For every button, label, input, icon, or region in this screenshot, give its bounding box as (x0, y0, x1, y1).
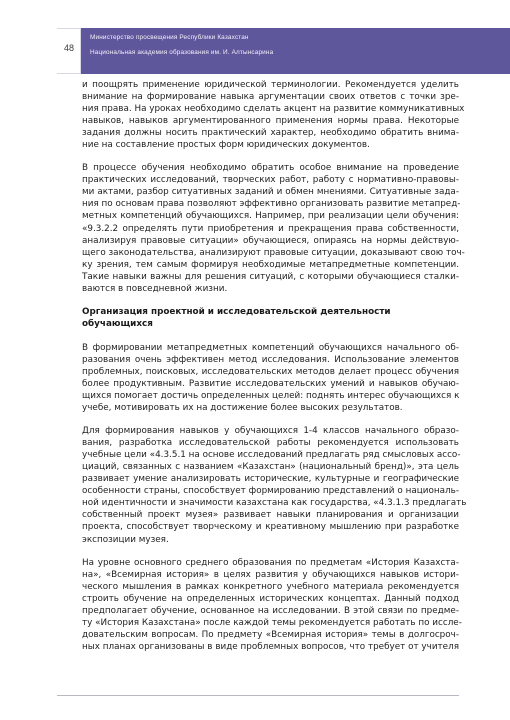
paragraph-line: вания, разработка исследовательской работы рекомендуется использовать (82, 438, 459, 449)
paragraph (82, 557, 462, 653)
paragraph-line: ваются в повседневной жизни. (82, 283, 228, 294)
paragraph-line: На уровне основного среднего образования по предметам «История Казахста- (82, 557, 459, 568)
paragraph-line: В процессе обучения необходимо обратить особое внимание на проведение (82, 163, 459, 174)
paragraph-line: довательским вопросам. По предмету «Всемирная история» темы в долгосроч- (82, 629, 459, 640)
paragraph-line: особенности страны, способствует формированию представлений о националь- (82, 486, 459, 497)
paragraph-line: ния права. На уроках необходимо сделать акцент на развитие коммуникативных (82, 104, 465, 115)
footer-rule (57, 695, 459, 696)
paragraph-line: ту «История Казахстана» после каждой темы рекомендуется работать по иссле- (82, 617, 462, 628)
paragraph-line: практических исследований, творческих работ, работу с нормативно-правовы- (82, 175, 459, 186)
paragraph-line: ных планах организованы в виде проблемных вопросов, что требует от учителя (82, 641, 459, 652)
paragraph-line: щего законодательства, анализируют правовые ситуации, доказывают свою точ- (82, 247, 465, 258)
paragraph-line: ми актами, разбор ситуативных заданий и обмен мнениями. Ситуативные зада- (82, 187, 459, 198)
paragraph (82, 162, 465, 295)
paragraph-line: разования очень эффективен метод исследования. Использование элементов (82, 354, 459, 365)
paragraph-line: анализируя правовые ситуации» обучающиеся, опираясь на нормы действую- (82, 235, 459, 246)
paragraph-line: метных компетенций обучающихся. Например, при реализации цели обучения: (82, 211, 459, 222)
paragraph-line: строить обучение на определенных исторических концептах. Данный подход (82, 593, 459, 604)
section-heading: Организация проектной и исследовательской деятельности обучающихся (82, 306, 391, 329)
paragraph (82, 425, 467, 545)
paragraph-line: более продуктивным. Развитие исследовательских умений и навыков обучаю- (82, 378, 459, 389)
paragraph (82, 342, 459, 414)
paragraph-line: собственный проект музея» развивает навыки планирования и организации (82, 510, 459, 521)
paragraph-line: предполагает обучение, основанное на исследовании. В этой связи по предме- (82, 605, 459, 616)
paragraph-line: проблемных, поисковых, исследовательских методов делает процесс обучения (82, 366, 459, 377)
paragraph-line: ку зрения, тем самым формируя необходимые метапредметные компетенции. (82, 259, 459, 270)
paragraph-line: развивает умение анализировать исторические, культурные и географические (82, 474, 459, 485)
paragraph-line: учебе, мотивировать их на достижение более высоких результатов. (82, 403, 403, 414)
document-body (82, 79, 467, 664)
paragraph-line: навыков, навыков аргументированного применения нормы права. Некоторые (82, 116, 459, 127)
paragraph-line: щихся помогает достичь определенных целей: поднять интерес обучающихся к (82, 390, 460, 401)
header-academy-line: Национальная академия образования им. И. Алтынсарина (90, 49, 274, 56)
paragraph-line: экспозиции музея. (82, 534, 169, 545)
paragraph (82, 79, 465, 151)
paragraph-line: ной идентичности и значимости казахстана как государства, «4.3.1.3 предлагать (82, 498, 467, 509)
header-ministry-line: Министерство просвещения Республики Казахстан (90, 34, 249, 41)
paragraph-line: ния по основам права позволяют эффективно организовать развитие метапред- (82, 199, 461, 210)
paragraph-line: на», «Всемирная история» в целях развития у обучающихся навыков истори- (82, 569, 459, 580)
paragraph-line: ческого мышления в рамках конкретного учебного материала рекомендуется (82, 581, 459, 592)
paragraph-line: ние на составление простых форм юридических документов. (82, 140, 370, 151)
page-number: 48 (63, 43, 74, 53)
paragraph-line: Для формирования навыков у обучающихся 1-4 классов начального образо- (82, 426, 459, 437)
paragraph-line: проекта, способствует творческому и креативному мышлению при разработке (82, 522, 459, 533)
paragraph-line: В формировании метапредметных компетенций обучающихся начального об- (82, 342, 459, 353)
paragraph-line: задания должны носить практический характер, необходимо обратить внима- (82, 128, 459, 139)
paragraph-line: «9.3.2.2 определять пути приобретения и прекращения права собственности, (82, 223, 459, 234)
paragraph-line: внимание на формирование навыка аргументации своих ответов с точки зре- (82, 92, 459, 103)
paragraph-line: учебные цели «4.3.5.1 на основе исследований предлагать ряд смысловых ассо- (82, 450, 461, 461)
paragraph-line: и поощрять применение юридической терминологии. Рекомендуется уделить (82, 80, 459, 90)
paragraph-line: Такие навыки важны для решения ситуаций, с которыми обучающиеся сталки- (82, 271, 459, 282)
paragraph-line: циаций, связанных с названием «Казахстан» (национальный бренд)», эта цель (82, 462, 459, 473)
